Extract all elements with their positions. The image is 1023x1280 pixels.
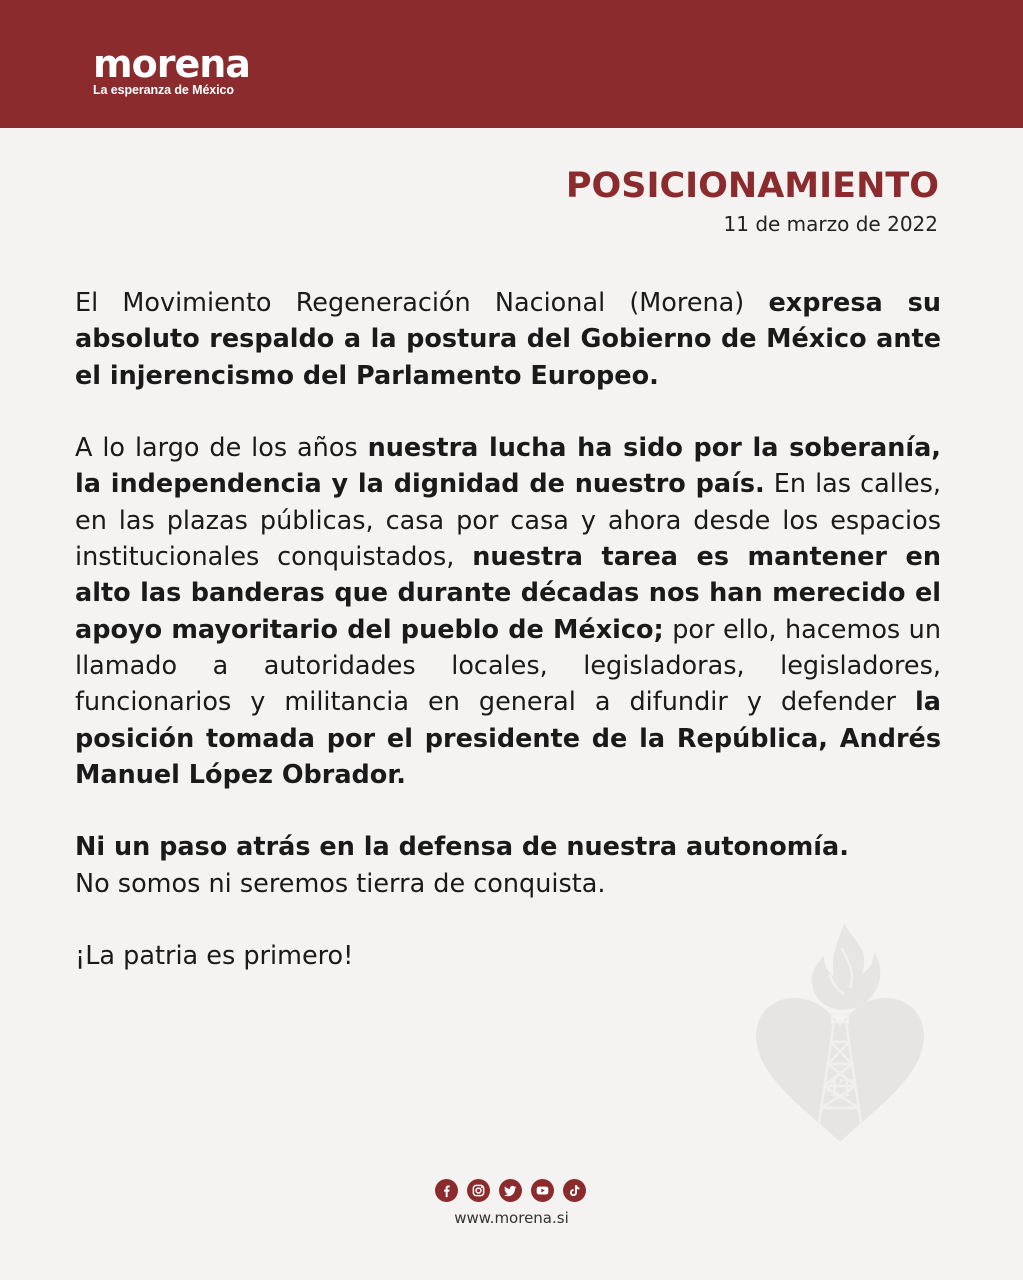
bold-text-run: la posición tomada por el presidente de la República, Andrés Manuel López Obrador. bbox=[75, 687, 941, 790]
bold-text-run: expresa su absoluto respaldo a la postura del Gobierno de México ante el injerencismo del Parlamento Europeo. bbox=[75, 288, 941, 391]
text-run: No somos ni seremos tierra de conquista. bbox=[75, 868, 606, 899]
text-run: En las calles, en las plazas públicas, casa por casa y ahora desde los espacios institucionales conquistados, bbox=[75, 469, 942, 573]
document-date: 11 de marzo de 2022 bbox=[723, 212, 938, 236]
watermark-label: 4T bbox=[825, 1077, 855, 1102]
instagram-icon[interactable] bbox=[467, 1179, 490, 1202]
heart-flame-watermark-icon bbox=[752, 918, 928, 1148]
statement-body bbox=[75, 285, 941, 1011]
website-link[interactable]: www.morena.si bbox=[454, 1209, 569, 1227]
header-banner bbox=[0, 0, 1023, 128]
bold-text-run: nuestra lucha ha sido por la soberanía, la independencia y la dignidad de nuestro país. bbox=[75, 433, 941, 500]
bold-text-run: nuestra tarea es mantener en alto las banderas que durante décadas nos han merecido el apoyo mayoritario del pueblo de México; bbox=[75, 542, 942, 645]
bold-text-run: Ni un paso atrás en la defensa de nuestra autonomía. bbox=[75, 832, 849, 863]
youtube-icon[interactable] bbox=[531, 1179, 554, 1202]
paragraph-2 bbox=[75, 430, 941, 793]
text-run: A lo largo de los años bbox=[75, 433, 368, 464]
text-run: por ello, hacemos un llamado a autoridades locales, legisladoras, legisladores, funcionarios y militancia en general a difundir y defender bbox=[75, 614, 942, 718]
tiktok-icon[interactable] bbox=[563, 1179, 586, 1202]
logo-wordmark: morena bbox=[93, 42, 250, 86]
document-title: POSICIONAMIENTO bbox=[565, 166, 939, 206]
social-links bbox=[435, 1179, 586, 1202]
logo-tagline: La esperanza de México bbox=[93, 83, 234, 97]
twitter-icon[interactable] bbox=[499, 1179, 522, 1202]
paragraph-3 bbox=[75, 829, 941, 902]
paragraph-4: ¡La patria es primero! bbox=[75, 941, 354, 972]
facebook-icon[interactable] bbox=[435, 1179, 458, 1202]
morena-logo bbox=[93, 44, 250, 97]
paragraph-1 bbox=[75, 285, 941, 394]
text-run: El Movimiento Regeneración Nacional (Morena) bbox=[75, 288, 769, 318]
